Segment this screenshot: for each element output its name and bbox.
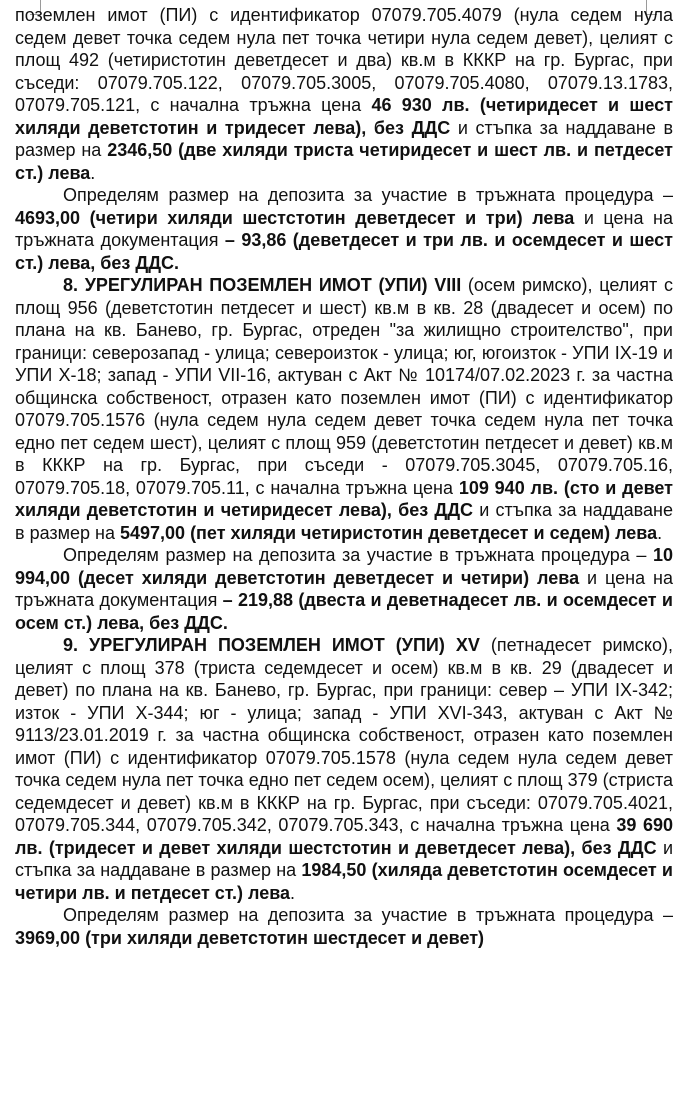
deposit-amount-bold: 3969,00 (три хиляди деветстотин шестдесет и девет) xyxy=(15,927,485,948)
item-9-paragraph xyxy=(15,634,673,904)
text-run: и цена на тръжната документация xyxy=(15,567,673,610)
text-run: поземлен имот (ПИ) с идентификатор 07079.705.4079 (нула седем нула седем девет точка седем нула пет точка четири нула седем девет), целият с площ 492 (четиристотин деветдесет и два) кв.м в КККР на гр. Бургас, при съседи: 07079.705.122, 07079.705.3005, 07079.705.4080, 07079.13.1783, 07079.705.121, с начална тръжна цена xyxy=(15,5,673,115)
item-8-deposit-paragraph xyxy=(15,544,673,634)
text-run: (осем римско), целият с площ 956 (деветстотин петдесет и шест) кв.м в кв. 28 (двадесет и осем) по плана на кв. Банево, гр. Бургас, отреден "за жилищно строителство", при граници: северозапад - улица; североизток - улица; юг, югоизток - УПИ IX-19 и УПИ X-18; запад - УПИ VII-16, актуван с Акт № 10174/07.02.2023 г. за частна общинска собственост, отразен като поземлен имот (ПИ) с идентификатор 07079.705.1576 (нула седем нула седем девет точка седем нула пет точка едно пет седем шест), целият с площ 959 (деветстотин петдесет и девет) кв.м в КККР на гр. Бургас, при съседи - 07079.705.3045, 07079.705.16, 07079.705.18, 07079.705.11, с начална тръжна цена xyxy=(15,275,673,498)
bid-step-bold: 2346,50 (две хиляди триста четиридесет и шест лв. и петдесет ст.) лева xyxy=(15,140,673,183)
start-price-bold: 109 940 лв. (сто и девет хиляди деветстотин и четиридесет лева), без ДДС xyxy=(15,477,673,520)
text-run: . xyxy=(657,522,663,543)
item-9-deposit-paragraph xyxy=(15,904,673,949)
text-run: Определям размер на депозита за участие в тръжната процедура – xyxy=(63,185,673,205)
item-7-deposit-paragraph xyxy=(15,184,673,274)
document-body xyxy=(15,4,673,949)
bid-step-bold: 1984,50 (хиляда деветстотин осемдесет и четири лв. и петдесет ст.) лева xyxy=(15,860,673,903)
start-price-bold: 46 930 лв. (четиридесет и шест хиляди деветстотин и тридесет лева) xyxy=(15,95,673,138)
text-run: Определям размер на депозита за участие в тръжната процедура – xyxy=(63,905,673,925)
item-9-heading-bold: 9. УРЕГУЛИРАН ПОЗЕМЛЕН ИМОТ (УПИ) XV xyxy=(63,635,480,655)
documentation-price-bold: – 219,88 (двеста и деветнадесет лв. и осемдесет и осем ст.) лева, без ДДС. xyxy=(15,590,673,633)
deposit-amount-bold: 4693,00 (четири хиляди шестстотин деветдесет и три) лева xyxy=(15,207,575,228)
deposit-amount-bold: 10 994,00 (десет хиляди деветстотин деветдесет и четири) лева xyxy=(15,545,673,588)
text-run: и стъпка за наддаване в размер на xyxy=(15,117,674,160)
vat-note-bold: , без ДДС xyxy=(361,117,451,138)
bid-step-bold: 5497,00 (пет хиляди четиристотин деветдесет и седем) лева xyxy=(120,522,658,543)
item-8-heading-bold: 8. УРЕГУЛИРАН ПОЗЕМЛЕН ИМОТ (УПИ) VIII xyxy=(63,275,462,295)
text-run: и цена на тръжната документация xyxy=(15,207,674,250)
text-run: и стъпка за наддаване в размер на xyxy=(15,500,674,543)
item-8-paragraph xyxy=(15,274,673,544)
text-run: Определям размер на депозита за участие в тръжната процедура – xyxy=(63,545,653,565)
text-run: . xyxy=(290,882,296,903)
text-run: . xyxy=(90,162,96,183)
text-run: и стъпка за наддаване в размер на xyxy=(15,837,673,880)
text-run: (петнадесет римско), целият с площ 378 (триста седемдесет и осем) кв.м в кв. 29 (двадесет и девет) по плана на кв. Банево, гр. Бургас, при граници: север – УПИ IX-342; изток - УПИ X-344; юг - улица; запад - УПИ XVI-343, актуван с Акт № 9113/23.01.2019 г. за частна общинска собственост, отразен като поземлен имот (ПИ) с идентификатор 07079.705.1578 (нула седем нула седем девет точка седем нула пет точка едно пет седем осем), целият с площ 379 (стриста седемдесет и девет) кв.м в КККР на гр. Бургас, при съседи: 07079.705.4021, 07079.705.344, 07079.705.342, 07079.705.343, с начална тръжна цена xyxy=(15,635,674,835)
start-price-bold: 39 690 лв. (тридесет и девет хиляди шестстотин и деветдесет лева), без ДДС xyxy=(15,815,673,858)
item-7-continuation-paragraph xyxy=(15,4,673,184)
documentation-price-bold: – 93,86 (деветдесет и три лв. и осемдесет и шест ст.) лева, без ДДС. xyxy=(15,230,673,273)
